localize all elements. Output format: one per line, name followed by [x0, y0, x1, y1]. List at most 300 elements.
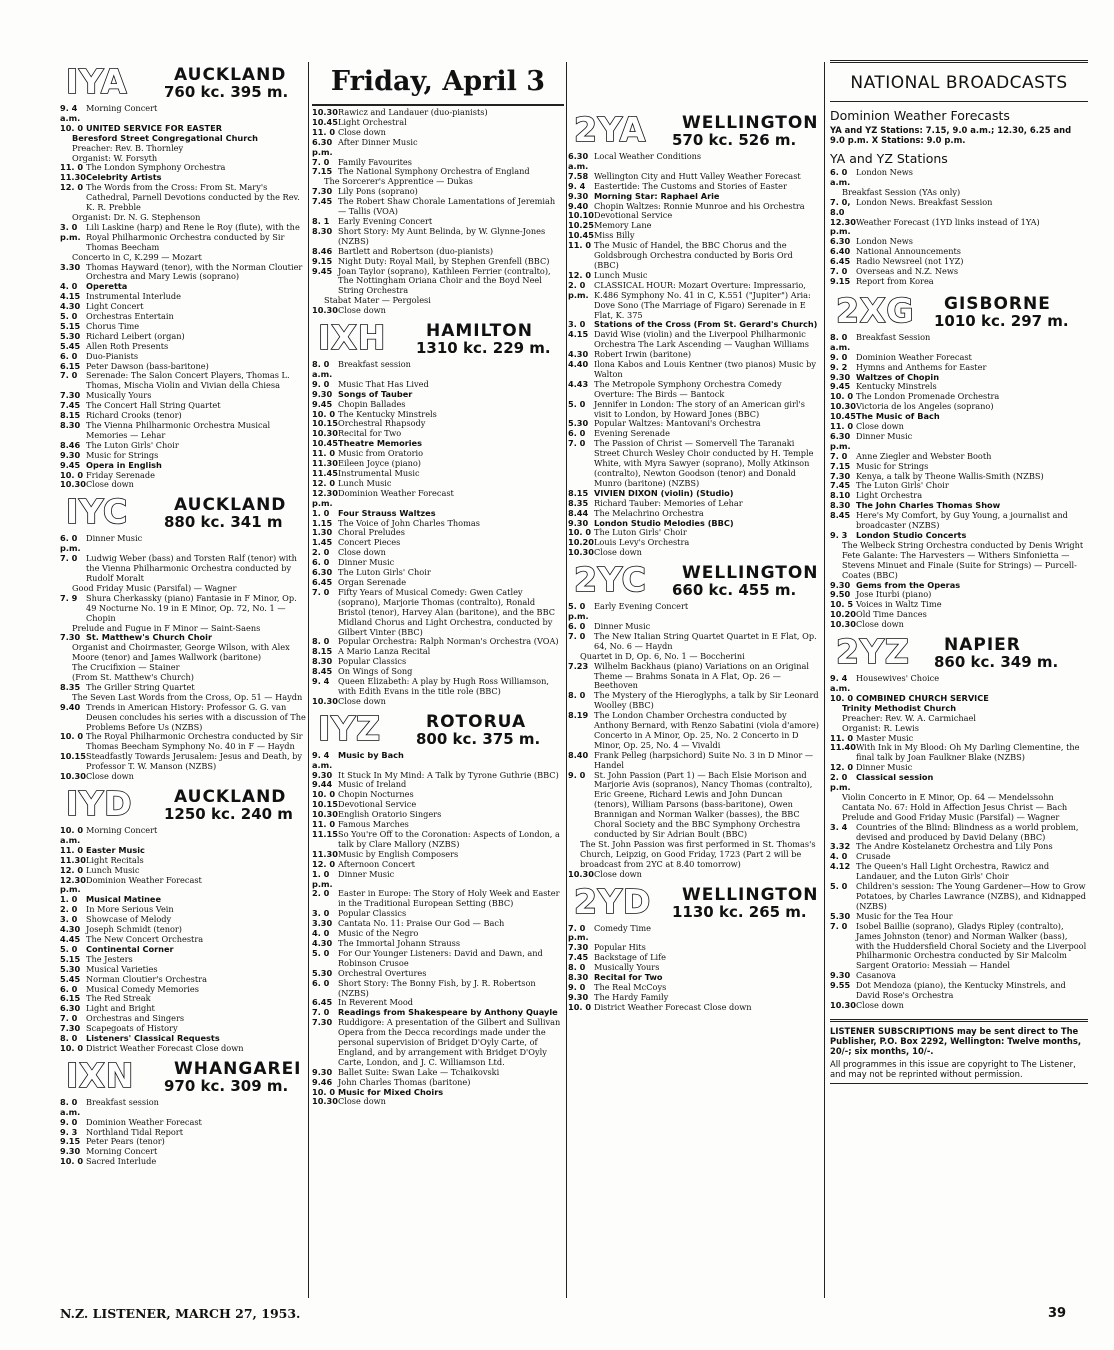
program-title: Queen Elizabeth: A play by Hugh Ross Williamson, with Edith Evans in the title role (BBC) — [338, 676, 549, 696]
program-time: 10.30 — [830, 619, 856, 630]
program-title: Short Story: The Bonny Fish, by J. R. Robertson (NZBS) — [338, 977, 536, 998]
program-title: Cantata No. 11: Praise Our God — Bach — [338, 918, 505, 929]
station-callsign: 2YZ — [836, 632, 910, 672]
program-title: Orchestras Entertain — [86, 311, 174, 322]
program-item — [60, 104, 306, 124]
program-time: 10.25 — [568, 220, 594, 231]
program-title: The Mystery of the Hieroglyphs, a talk by Sir Leonard Woolley (BBC) — [594, 690, 819, 711]
program-title: Breakfast session — [86, 1096, 159, 1107]
program-item — [60, 1098, 306, 1118]
program-item — [60, 480, 306, 490]
program-title: David Wise (violin) and the Liverpool Philharmonic Orchestra The Lark Ascending — Vaughan Williams — [594, 329, 809, 350]
program-item — [60, 732, 306, 752]
program-title: Rawicz and Landauer (duo-pianists) — [338, 108, 488, 117]
program-time: 9. 0 — [312, 378, 330, 389]
program-title: The Metropole Symphony Orchestra Comedy Overture: The Birds — Bantock — [594, 378, 782, 399]
program-time: 10.30 — [568, 868, 594, 879]
program-time: 2. 0 p.m. — [568, 279, 589, 300]
program-item — [312, 830, 564, 850]
program-time: 10.30 — [312, 809, 338, 820]
program-time: 4. 0 — [312, 928, 330, 939]
station-2yz — [830, 634, 1088, 1011]
program-title: Fifty Years of Musical Comedy: Gwen Catley (soprano), Marjorie Thomas (contralto), Ronald Bristol (tenor), Harvey Alan (baritone), and the BBC Midland Chorus and Light Orchestra, conducted by Gilbert Vinter (BBC) — [338, 586, 556, 637]
program-item — [830, 168, 1088, 188]
program-item — [568, 924, 820, 944]
program-title: Robert Irwin (baritone) — [594, 349, 692, 360]
station-1xh — [312, 320, 564, 707]
program-title: London News. Breakfast Session — [856, 196, 993, 207]
program-title: Thomas Hayward (tenor), with the Norman Cloutier Orchestra and Mary Lewis (soprano) — [86, 261, 303, 282]
program-time: 11. 0 — [60, 162, 84, 173]
program-time: 10. 0 — [60, 469, 84, 480]
program-title: Overseas and N.Z. News — [856, 266, 959, 277]
program-time: 8.30 — [830, 500, 851, 511]
program-title: Organist: Dr. N. G. Stephenson — [72, 211, 201, 222]
program-item — [830, 198, 1088, 218]
program-title: It Stuck In My Mind: A Talk by Tyrone Guthrie (BBC) — [338, 769, 559, 780]
program-title: London News — [856, 167, 913, 177]
program-item — [830, 333, 1088, 353]
program-time: 4.30 — [568, 349, 589, 360]
program-title: Quartet in D, Op. 6, No. 1 — Boccherini — [580, 650, 745, 661]
station-callsign: IYZ — [318, 708, 382, 748]
program-time: 3. 0 — [568, 319, 586, 330]
program-time: 7. 0 — [312, 1007, 330, 1018]
program-title: Breakfast session — [338, 359, 411, 370]
program-time: 8.15 — [60, 410, 81, 421]
program-title: Chopin Ballades — [338, 398, 406, 409]
station-frequency: 1010 kc. 297 m. — [934, 311, 1069, 330]
program-title: Chopin Waltzes: Ronnie Munroe and his Orchestra — [594, 200, 805, 211]
national-broadcasts-title: NATIONAL BROADCASTS — [830, 67, 1088, 102]
program-item — [830, 541, 1088, 581]
program-item — [568, 241, 820, 271]
station-city: WHANGAREI — [174, 1058, 302, 1079]
program-list — [830, 333, 1088, 630]
station-frequency: 800 kc. 375 m. — [416, 729, 541, 748]
program-title: Light Orchestra — [856, 490, 923, 501]
program-title: Comedy Time — [594, 922, 651, 933]
program-title: Instrumental Interlude — [86, 291, 181, 302]
program-list — [60, 826, 306, 1054]
program-title: COMBINED CHURCH SERVICE — [856, 692, 989, 703]
program-title: Old Time Dances — [856, 609, 927, 620]
program-item — [568, 281, 820, 321]
program-title: Short Story: My Aunt Belinda, by W. Glynne-Jones (NZBS) — [338, 225, 546, 246]
program-title: Music for Strings — [86, 449, 159, 460]
page-title: Friday, April 3 — [330, 66, 546, 97]
program-title: Morning Concert — [86, 825, 158, 835]
program-time: 10. 0 — [312, 1086, 336, 1097]
program-time: 9. 3 — [830, 530, 848, 540]
station-frequency: 1250 kc. 240 m — [164, 805, 293, 823]
program-title: Devotional Service — [338, 799, 417, 810]
program-time: 4. 0 — [830, 851, 848, 862]
program-title: In More Serious Vein — [86, 904, 174, 915]
program-time: 8. 0 — [312, 636, 330, 647]
program-title: Good Friday Music (Parsifal) — Wagner — [72, 582, 237, 593]
program-time: 4.40 — [568, 359, 589, 370]
program-item — [830, 743, 1088, 763]
program-time: 9.50 — [830, 589, 851, 600]
program-time: 7.30 — [830, 470, 851, 481]
program-title: District Weather Forecast Close down — [594, 1001, 752, 1012]
program-title: (From St. Matthew's Church) — [72, 672, 194, 683]
program-time: 10.30 — [312, 428, 338, 439]
program-time: 7.30 — [312, 186, 333, 197]
program-title: The National Symphony Orchestra of England — [338, 166, 530, 177]
program-title: Countries of the Blind: Blindness as a world problem, devised and produced by David Delany (BBC) — [856, 821, 1079, 842]
program-title: So You're Off to the Coronation: Aspects of London, a talk by Clare Mallory (NZBS) — [338, 829, 560, 849]
program-title: Musically Yours — [86, 390, 152, 401]
program-title: Light Orchestral — [338, 116, 407, 127]
station-1yc — [60, 494, 306, 782]
program-title: Stations of the Cross (From St. Gerard's Church) — [594, 319, 818, 330]
program-time: 8.30 — [568, 972, 589, 983]
program-time: 8.30 — [312, 225, 333, 236]
program-time: 10. 0 — [60, 1156, 84, 1167]
program-title: Popular Classics — [338, 908, 407, 919]
program-time: 6. 0 — [60, 983, 78, 994]
program-time: 11.45 — [312, 468, 338, 478]
program-title: Beresford Street Congregational Church — [72, 132, 258, 143]
program-item — [60, 253, 306, 263]
program-item — [830, 674, 1088, 694]
program-title: Famous Marches — [338, 819, 409, 830]
program-item — [312, 979, 564, 999]
program-time: 9.30 — [568, 190, 589, 201]
program-title: The Music of Handel, the BBC Chorus and the Goldsbrough Orchestra conducted by Boris Ord (BBC) — [594, 240, 793, 270]
program-title: Close down — [856, 619, 904, 630]
program-title: Crusade — [856, 851, 891, 862]
program-time: 2. 0 p.m. — [830, 772, 851, 793]
program-title: Preacher: Rev. B. Thornley — [72, 142, 184, 153]
program-time: 8. 1 — [312, 215, 330, 226]
program-time: 12. 0 — [830, 762, 854, 773]
station-1yd — [60, 786, 306, 1054]
program-time: 7. 0 — [568, 630, 586, 641]
program-title: Light Concert — [86, 301, 144, 312]
subscriptions-text: LISTENER SUBSCRIPTIONS may be sent direct to The Publisher, P.O. Box 2292, Wellington: Twelve months, 20/-; six months, 10/-. — [830, 1025, 1082, 1056]
program-time: 10.15 — [312, 799, 338, 810]
program-time: 3. 0 — [312, 908, 330, 919]
program-title: District Weather Forecast Close down — [86, 1042, 244, 1053]
program-title: Readings from Shakespeare by Anthony Quayle — [338, 1007, 558, 1018]
program-title: Radio Newsreel (not 1YZ) — [856, 256, 964, 267]
program-time: 5. 0 — [312, 947, 330, 958]
program-time: 10. 0 a.m. — [60, 825, 84, 845]
program-time: 8.46 — [312, 245, 333, 256]
program-time: 9.40 — [60, 701, 81, 712]
program-time: 4.45 — [60, 933, 81, 944]
program-time: 9.15 — [60, 1136, 81, 1147]
program-time: 7.58 — [568, 170, 589, 181]
program-time: 7. 0 — [830, 920, 848, 931]
program-time: 12. 0 — [60, 864, 84, 875]
program-item — [60, 703, 306, 733]
program-title: Kenya, a talk by Theone Wallis-Smith (NZBS) — [856, 470, 1044, 481]
program-title: Devotional Service — [594, 210, 673, 221]
program-time: 9. 0 — [830, 351, 848, 362]
program-title: Recital for Two — [594, 972, 663, 983]
program-time: 7.15 — [312, 166, 333, 177]
program-time: 4.30 — [312, 937, 333, 948]
program-time: 3.32 — [830, 841, 851, 852]
program-title: On Wings of Song — [338, 666, 413, 677]
program-title: The Griller String Quartet — [86, 681, 195, 692]
station-header — [60, 64, 306, 102]
station-header — [830, 634, 1088, 672]
program-title: The Vienna Philharmonic Orchestra Musical Memories — Lehar — [86, 420, 271, 440]
station-city: AUCKLAND — [174, 495, 287, 516]
program-title: Lili Laskine (harp) and Rene le Roy (flute), with the Royal Philharmonic Orchestra conducted by Sir Thomas Beecham — [86, 221, 300, 252]
station-frequency: 970 kc. 309 m. — [164, 1076, 289, 1095]
program-title: The Sorcerer's Apprentice — Dukas — [324, 176, 473, 187]
program-title: Children's session: The Young Gardener—How to Grow Potatoes, by Charles Lawrance (NZBS), and Kidnapped (NZBS) — [856, 881, 1087, 911]
program-time: 7. 0 — [830, 266, 848, 277]
program-time: 11.30 — [312, 848, 338, 859]
program-item — [60, 876, 306, 896]
program-time: 1. 0 p.m. — [312, 868, 333, 889]
program-item — [60, 223, 306, 253]
program-item — [830, 277, 1088, 287]
program-title: Music for Mixed Choirs — [338, 1086, 444, 1097]
program-title: The Luton Girls' Choir — [86, 439, 179, 450]
program-time: 9.30 — [568, 991, 589, 1002]
program-time: 10. 0 — [830, 692, 854, 703]
program-time: 10. 0 — [568, 527, 592, 538]
program-title: London News — [856, 236, 913, 247]
station-callsign: 2XG — [836, 290, 915, 330]
program-title: Close down — [338, 547, 386, 558]
program-title: English Oratorio Singers — [338, 809, 442, 820]
program-time: 5.30 — [568, 418, 589, 429]
program-time: 5.45 — [60, 340, 81, 351]
program-time: 6.15 — [60, 993, 81, 1004]
program-title: The London Symphony Orchestra — [86, 162, 226, 173]
program-item — [60, 643, 306, 663]
program-item — [312, 949, 564, 969]
program-time: 12.30 p.m. — [830, 216, 856, 237]
station-header — [830, 290, 1088, 331]
program-time: 10.20 — [568, 537, 594, 548]
program-title: Listeners' Classical Requests — [86, 1033, 220, 1044]
program-title: The Hardy Family — [594, 991, 669, 1002]
program-title: The Jesters — [86, 953, 133, 964]
program-title: Dinner Music — [594, 620, 651, 631]
program-time: 1.30 — [312, 527, 333, 538]
program-time: 7.30 — [60, 390, 81, 401]
program-time: 10.45 — [830, 411, 856, 422]
station-1ya — [60, 64, 306, 490]
program-time: 10.30 — [60, 771, 86, 782]
program-title: Dominion Weather Forecast — [856, 351, 972, 362]
column-rule — [824, 62, 825, 1298]
program-title: Dominion Weather Forecast — [338, 487, 454, 498]
program-time: 8.46 — [60, 439, 81, 450]
program-time: 8. 0 — [568, 962, 586, 973]
program-time: 7.45 — [312, 196, 333, 207]
program-time: 4.15 — [568, 329, 589, 340]
program-time: 5.15 — [60, 953, 81, 964]
program-title: Dinner Music — [338, 868, 395, 879]
program-time: 7. 0 — [568, 438, 586, 449]
program-title: Ludwig Weber (bass) and Torsten Ralf (tenor) with the Vienna Philharmonic Orchestra conducted by Rudolf Moralt — [86, 553, 297, 583]
program-item — [568, 360, 820, 380]
program-title: Frank Pelleg (harpsichord) Suite No. 3 in D Minor — Handel — [594, 749, 814, 770]
program-title: Concerto in C, K.299 — Mozart — [72, 251, 202, 262]
column-2 — [312, 108, 564, 1300]
program-item — [312, 489, 564, 509]
program-time: 6. 0 p.m. — [60, 533, 81, 554]
program-time: 7. 0 — [830, 450, 848, 461]
station-callsign: IYD — [66, 784, 133, 823]
program-title: Recital for Two — [338, 428, 402, 439]
program-time: 6. 0 a.m. — [830, 167, 851, 187]
program-time: 3.30 — [312, 918, 333, 929]
program-item — [312, 267, 564, 297]
program-title: Duo-Pianists — [86, 350, 139, 361]
program-title: Organist: W. Forsyth — [72, 152, 158, 163]
program-title: Victoria de los Angeles (soprano) — [856, 401, 994, 412]
station-city: GISBORNE — [944, 293, 1051, 314]
program-title: Dinner Music — [856, 762, 913, 773]
program-list — [60, 1098, 306, 1167]
program-title: Early Evening Concert — [594, 601, 689, 612]
program-time: 5.30 — [830, 910, 851, 921]
program-list — [830, 674, 1088, 1011]
program-time: 8. 0 a.m. — [830, 331, 851, 352]
program-time: 7. 0 — [60, 553, 78, 564]
program-title: Easter Music — [86, 844, 145, 855]
program-time: 8.15 — [312, 646, 333, 657]
program-title: Peter Dawson (bass-baritone) — [86, 360, 209, 371]
program-time: 9.44 — [312, 779, 333, 790]
program-list — [312, 751, 564, 1108]
station-cont — [312, 108, 564, 316]
program-time: 9.40 — [568, 200, 589, 211]
program-title: Musical Matinee — [86, 894, 162, 905]
program-time: 4.30 — [60, 301, 81, 312]
program-title: Evening Serenade — [594, 428, 670, 439]
program-time: 5. 0 — [60, 943, 78, 954]
program-title: The St. John Passion was first performed in St. Thomas's Church, Leipzig, on Good Friday, 1723 (Part 2 will be broadcast from 2YC at 8.40 tomorrow) — [580, 838, 816, 869]
program-title: Serenade: The Salon Concert Players, Thomas L. Thomas, Mischa Violin and Vivian della Chiesa — [86, 370, 290, 391]
program-title: The Red Streak — [86, 993, 151, 1004]
program-title: National Announcements — [856, 246, 961, 257]
program-time: 7. 0 — [312, 586, 330, 597]
weather-forecasts-text: YA and YZ Stations: 7.15, 9.0 a.m.; 12.30, 6.25 and 9.0 p.m. X Stations: 9.0 p.m. — [830, 125, 1072, 145]
program-title: Backstage of Life — [594, 952, 667, 963]
program-title: Breakfast Session — [856, 331, 931, 342]
program-time: 7.30 — [60, 632, 81, 643]
program-time: 9.30 — [60, 1146, 81, 1157]
program-time: 5. 0 — [568, 398, 586, 409]
program-time: 11. 0 — [830, 732, 854, 743]
program-title: Hymns and Anthems for Easter — [856, 361, 987, 372]
program-title: Ballet Suite: Swan Lake — Tchaikovski — [338, 1066, 500, 1077]
program-item — [312, 1018, 564, 1068]
program-time: 9. 4 — [568, 180, 586, 191]
program-item — [312, 1097, 564, 1107]
program-title: Easter in Europe: The Story of Holy Week and Easter in the Traditional European Setting (BBC) — [338, 888, 560, 909]
program-time: 12.30 p.m. — [60, 874, 86, 895]
program-title: Lily Pons (soprano) — [338, 186, 418, 197]
program-title: Voices in Waltz Time — [856, 599, 942, 610]
program-item — [568, 400, 820, 420]
program-time: 4.30 — [60, 924, 81, 935]
program-title: Wilhelm Backhaus (piano) Variations on an Original Theme — Brahms Sonata in A Flat, Op. 26 — Beethoven — [594, 660, 810, 691]
station-callsign: IXN — [66, 1055, 135, 1095]
program-title: The John Charles Thomas Show — [856, 500, 1001, 511]
program-time: 10. 0 — [312, 789, 336, 800]
program-title: The Andre Kostelanetz Orchestra and Lily Pons — [856, 841, 1053, 852]
program-time: 5.30 — [312, 967, 333, 978]
program-title: The London Promenade Orchestra — [856, 391, 1000, 402]
program-time: 7.45 — [60, 400, 81, 411]
program-title: The Luton Girls' Choir — [594, 527, 687, 538]
program-time: 9.45 — [60, 459, 81, 470]
program-time: 7.30 — [568, 942, 589, 953]
program-time: 9.30 — [568, 517, 589, 528]
program-title: Waltzes of Chopin — [856, 371, 940, 382]
station-frequency: 660 kc. 455 m. — [672, 581, 797, 600]
program-list — [60, 104, 306, 490]
program-time: 3. 4 — [830, 821, 848, 832]
program-time: 12.30 p.m. — [312, 487, 338, 508]
program-title: Music That Has Lived — [338, 378, 429, 389]
station-frequency: 760 kc. 395 m. — [164, 83, 289, 101]
program-item — [312, 677, 564, 697]
program-item — [312, 227, 564, 247]
station-2xg — [830, 290, 1088, 630]
program-time: 6.45 — [312, 997, 333, 1008]
column-rule — [308, 62, 309, 1298]
program-time: 9.45 — [830, 381, 851, 392]
program-title: Chorus Time — [86, 320, 140, 331]
program-time: 12. 0 — [60, 182, 84, 193]
program-title: Popular Waltzes: Mantovani's Orchestra — [594, 418, 761, 429]
program-time: 10. 0 — [830, 391, 854, 402]
program-time: 4.12 — [830, 861, 851, 872]
national-items — [830, 168, 1088, 287]
program-time: 10. 5 — [830, 599, 854, 610]
program-title: Light and Bright — [86, 1003, 155, 1014]
program-time: 2. 0 — [60, 904, 78, 915]
program-item — [830, 882, 1088, 912]
program-time: 4. 0 — [60, 281, 78, 292]
program-time: 9.30 — [60, 449, 81, 460]
program-title: CLASSICAL HOUR: Mozart Overture: Impressario, K.486 Symphony No. 41 in C, K.551 ("Jupiter") Aria: Dove Sono (The Marriage of Figaro) Serenade in E Flat, K. 375 — [594, 279, 811, 320]
program-time: 9. 0 — [568, 769, 586, 780]
program-title: Shura Cherkassky (piano) Fantasie in F Minor, Op. 49 Nocturne No. 19 in E Minor, Op. 72, No. 1 — Chopin — [86, 592, 297, 623]
program-time: 9. 3 — [60, 1126, 78, 1137]
program-item — [60, 1044, 306, 1054]
program-time: 2. 0 — [312, 888, 330, 899]
program-time: 5. 0 — [830, 881, 848, 892]
program-list — [568, 152, 820, 558]
program-title: Bartlett and Robertson (duo-pianists) — [338, 245, 494, 256]
program-time: 8.35 — [60, 681, 81, 692]
program-title: Stabat Mater — Pergolesi — [324, 295, 431, 306]
program-item — [830, 511, 1088, 531]
program-item — [60, 752, 306, 772]
program-title: Master Music — [856, 732, 914, 743]
program-time: 10.15 — [60, 751, 86, 762]
program-title: Casanova — [856, 970, 896, 981]
program-time: 8.35 — [568, 497, 589, 508]
program-title: The Crucifixion — Stainer — [72, 662, 180, 673]
